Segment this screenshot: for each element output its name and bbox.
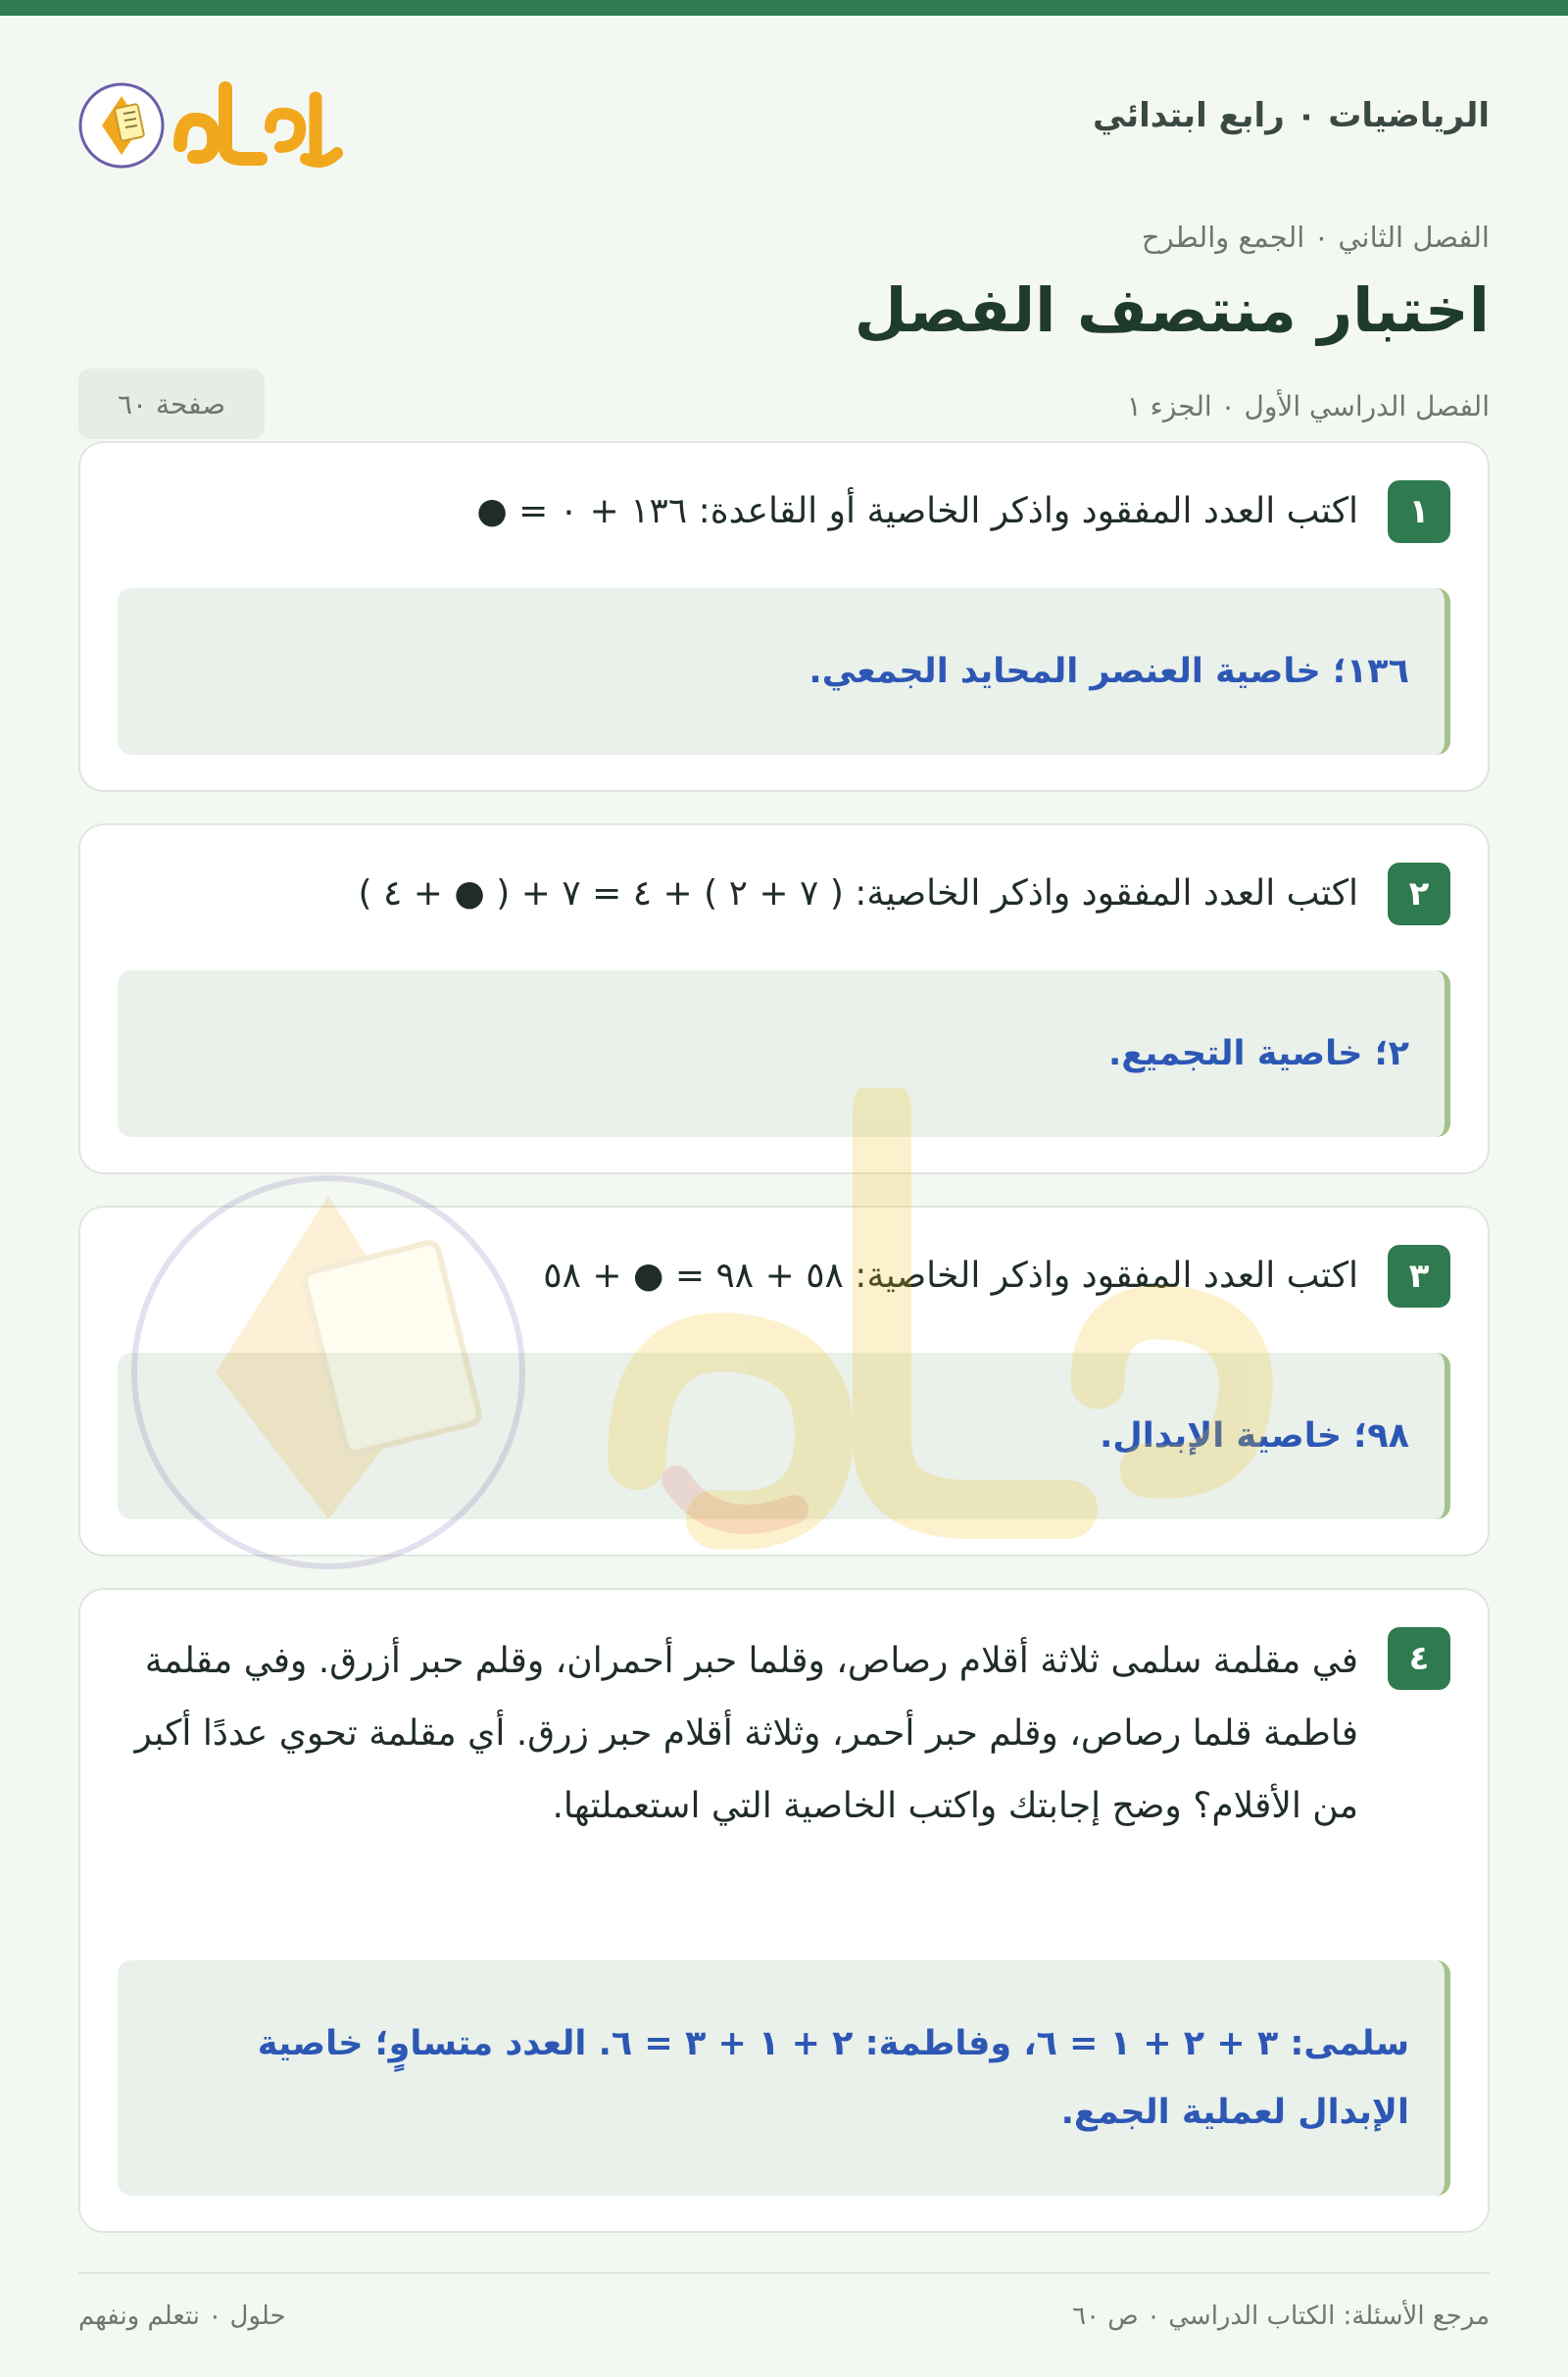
question-text: اكتب العدد المفقود واذكر الخاصية: ٥٨ + ٩٨ = ● + ٥٨ bbox=[543, 1256, 1358, 1296]
page-number-badge: صفحة ٦٠ bbox=[78, 369, 265, 439]
question-text: في مقلمة سلمى ثلاثة أقلام رصاص، وقلما حبر أحمران، وقلم حبر أزرق. وفي مقلمة فاطمة قلما رصاص، وقلم حبر أحمر، وثلاثة أقلام حبر زرق. أي مقلمة تحوي عددًا أكبر من الأقلام؟ وضح إجابتك واكتب الخاصية التي استعملتها. bbox=[134, 1641, 1358, 1826]
question-card-2 bbox=[78, 823, 1490, 1174]
question-number-badge: ٤ bbox=[1388, 1627, 1450, 1690]
answer-box bbox=[118, 1353, 1450, 1519]
hulool-logo-icon bbox=[78, 69, 353, 176]
chapter-label: الفصل الثاني ٠ الجمع والطرح bbox=[1141, 221, 1490, 254]
question-card-3 bbox=[78, 1206, 1490, 1557]
question-text: اكتب العدد المفقود واذكر الخاصية: ( ٧ + ٢ ) + ٤ = ٧ + ( ● + ٤ ) bbox=[358, 873, 1358, 914]
top-accent-bar bbox=[0, 0, 1568, 16]
footer-reference: مرجع الأسئلة: الكتاب الدراسي ٠ ص ٦٠ bbox=[1072, 2302, 1490, 2331]
answer-text: ٢؛ خاصية التجميع. bbox=[1107, 1034, 1409, 1073]
answer-text: ١٣٦؛ خاصية العنصر المحايد الجمعي. bbox=[808, 652, 1409, 691]
subject-label: الرياضيات ٠ رابع ابتدائي bbox=[1092, 96, 1490, 135]
semester-label: الفصل الدراسي الأول ٠ الجزء ١ bbox=[1126, 390, 1490, 422]
question-number-badge: ١ bbox=[1388, 480, 1450, 543]
footer-divider bbox=[78, 2272, 1490, 2274]
question-number-badge: ٢ bbox=[1388, 863, 1450, 925]
answer-box bbox=[118, 588, 1450, 755]
answer-box bbox=[118, 970, 1450, 1137]
answer-text: ٩٨؛ خاصية الإبدال. bbox=[1100, 1416, 1409, 1456]
question-text: اكتب العدد المفقود واذكر الخاصية أو القاعدة: ١٣٦ + ٠ = ● bbox=[476, 491, 1358, 531]
hulool-logo[interactable] bbox=[78, 69, 353, 176]
question-card-1 bbox=[78, 441, 1490, 792]
answer-box bbox=[118, 1960, 1450, 2196]
question-card-4 bbox=[78, 1588, 1490, 2233]
page-title: اختبار منتصف الفصل bbox=[854, 274, 1490, 346]
answer-text: سلمى: ٣ + ٢ + ١ = ٦، وفاطمة: ٢ + ١ + ٣ = ٦. العدد متساوٍ؛ خاصية الإبدال لعملية الجمع. bbox=[257, 2024, 1409, 2132]
footer-brand: حلول ٠ نتعلم ونفهم bbox=[78, 2302, 286, 2331]
page-header bbox=[78, 69, 1490, 176]
question-number-badge: ٣ bbox=[1388, 1245, 1450, 1308]
